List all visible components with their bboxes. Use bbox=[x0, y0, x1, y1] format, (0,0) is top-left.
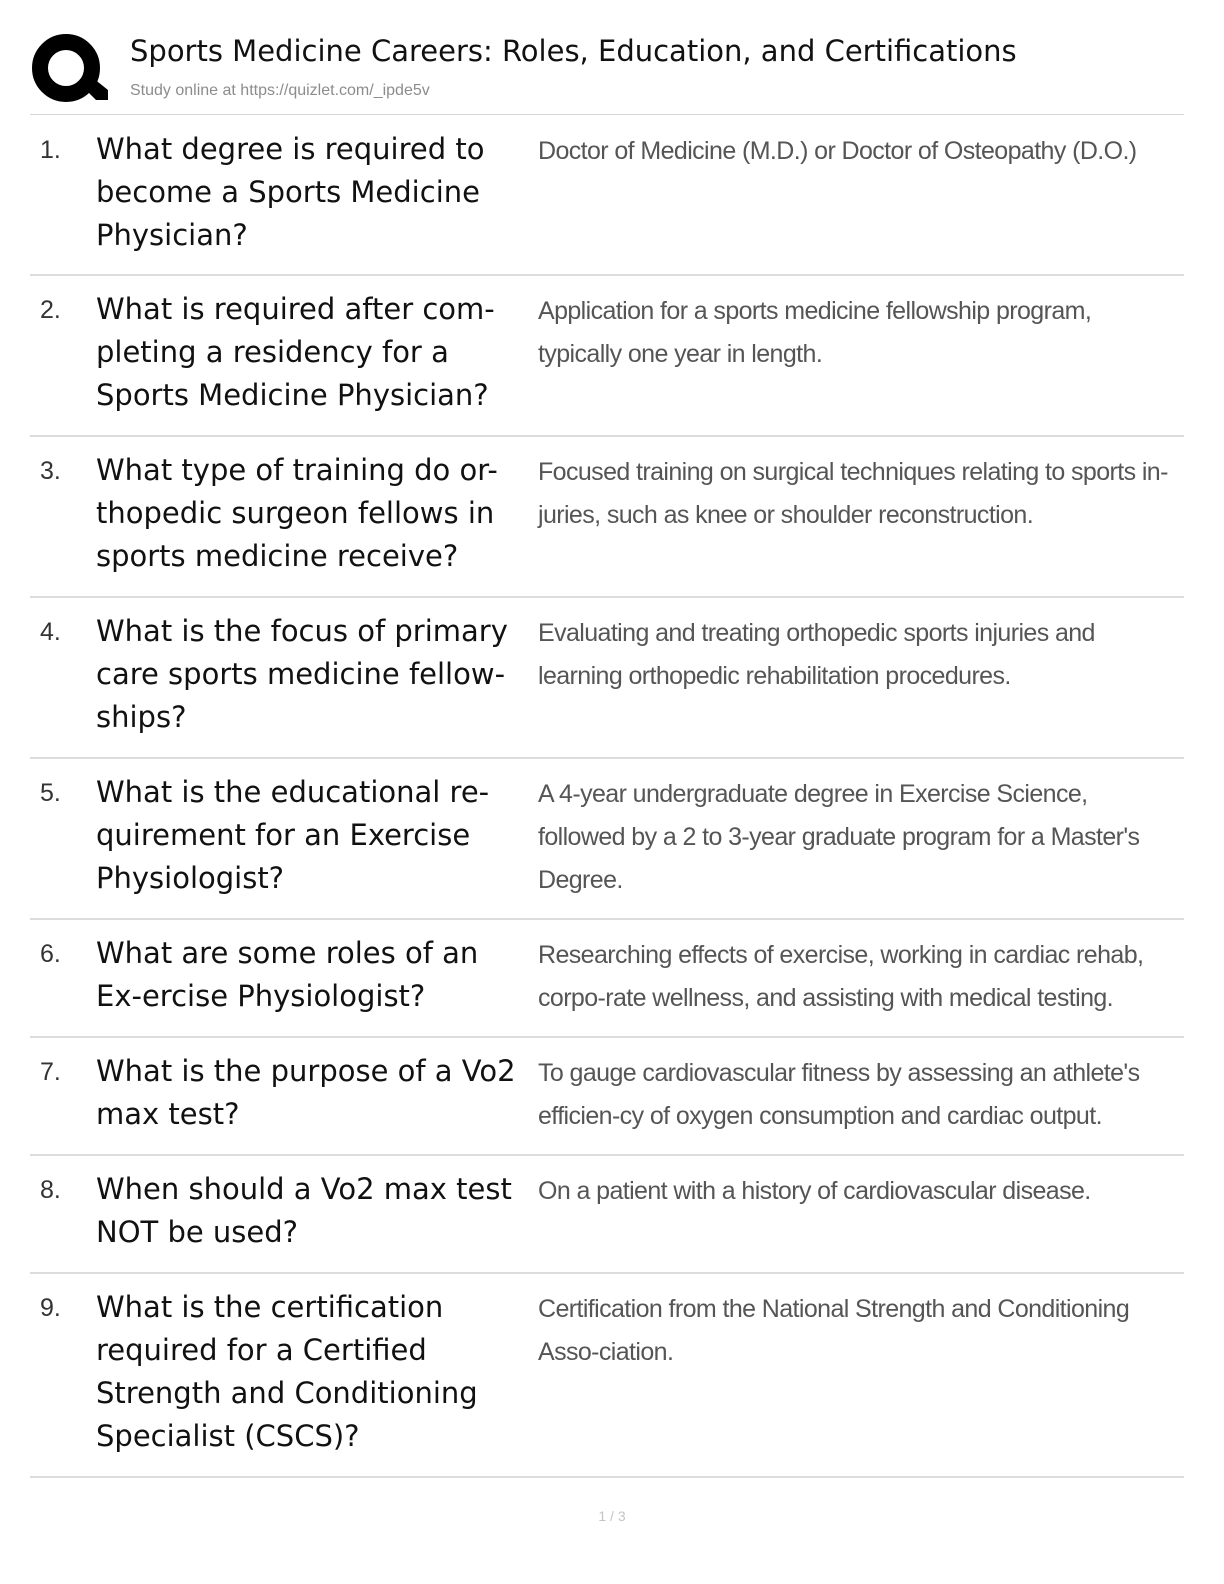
card-answer: On a patient with a history of cardiovascular disease. bbox=[538, 1177, 1091, 1205]
flashcard bbox=[30, 1274, 1184, 1478]
study-link: Study online at https://quizlet.com/_ipde5v bbox=[130, 82, 430, 99]
card-question: What is the purpose of a Vo2 max test? bbox=[96, 1054, 516, 1131]
card-answer: Focused training on surgical techniques relating to sports in-juries, such as knee or shoulder reconstruction. bbox=[538, 458, 1168, 529]
card-question: When should a Vo2 max test NOT be used? bbox=[96, 1172, 512, 1249]
card-question: What is the certification required for a Certified Strength and Conditioning Specialist (CSCS)? bbox=[96, 1290, 478, 1453]
card-question: What is the focus of primary care sports medicine fellow-ships? bbox=[96, 614, 508, 734]
card-number: 6. bbox=[40, 940, 61, 968]
card-question: What type of training do or-thopedic surgeon fellows in sports medicine receive? bbox=[96, 453, 498, 573]
card-number: 4. bbox=[40, 618, 61, 646]
page-number: 1 / 3 bbox=[598, 1508, 626, 1524]
quizlet-q-logo-icon bbox=[30, 30, 108, 108]
card-answer: To gauge cardiovascular fitness by assessing an athlete's efficien-cy of oxygen consumption and cardiac output. bbox=[538, 1059, 1140, 1130]
card-question: What is required after com-pleting a residency for a Sports Medicine Physician? bbox=[96, 292, 495, 412]
flashcard bbox=[30, 116, 1184, 276]
flashcard bbox=[30, 598, 1184, 759]
page-title: Sports Medicine Careers: Roles, Education, and Certifications bbox=[130, 34, 1017, 68]
card-question: What are some roles of an Ex-ercise Physiologist? bbox=[96, 936, 479, 1013]
flashcard bbox=[30, 920, 1184, 1038]
card-number: 9. bbox=[40, 1294, 61, 1322]
card-number: 8. bbox=[40, 1176, 61, 1204]
card-number: 7. bbox=[40, 1058, 61, 1086]
flashcard bbox=[30, 759, 1184, 920]
card-answer: A 4-year undergraduate degree in Exercise Science, followed by a 2 to 3-year graduate program for a Master's Degree. bbox=[538, 780, 1140, 894]
page-header bbox=[30, 26, 1184, 115]
flashcard bbox=[30, 437, 1184, 598]
card-number: 1. bbox=[40, 136, 61, 164]
flashcard-list bbox=[30, 116, 1184, 1478]
card-number: 5. bbox=[40, 779, 61, 807]
card-number: 2. bbox=[40, 296, 61, 324]
card-number: 3. bbox=[40, 457, 61, 485]
flashcard bbox=[30, 1156, 1184, 1274]
card-question: What degree is required to become a Sports Medicine Physician? bbox=[96, 132, 485, 252]
flashcard bbox=[30, 276, 1184, 437]
card-answer: Certification from the National Strength and Conditioning Asso-ciation. bbox=[538, 1295, 1130, 1366]
card-answer: Application for a sports medicine fellowship program, typically one year in length. bbox=[538, 297, 1092, 368]
card-answer: Doctor of Medicine (M.D.) or Doctor of Osteopathy (D.O.) bbox=[538, 137, 1137, 165]
card-answer: Evaluating and treating orthopedic sports injuries and learning orthopedic rehabilitation procedures. bbox=[538, 619, 1095, 690]
card-answer: Researching effects of exercise, working in cardiac rehab, corpo-rate wellness, and assisting with medical testing. bbox=[538, 941, 1144, 1012]
card-question: What is the educational re-quirement for an Exercise Physiologist? bbox=[96, 775, 490, 895]
flashcard bbox=[30, 1038, 1184, 1156]
